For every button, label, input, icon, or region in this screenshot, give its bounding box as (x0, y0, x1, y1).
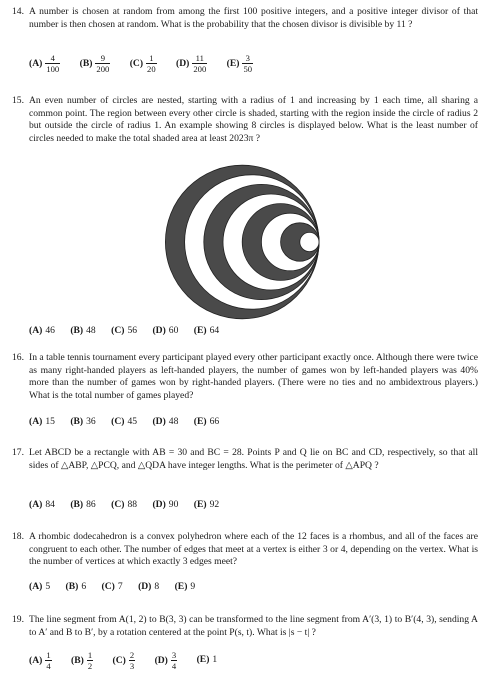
problem-number: 14. (12, 6, 24, 17)
problem-18 (12, 531, 478, 599)
choice-a (29, 581, 50, 594)
choice-label: (E) (193, 325, 207, 336)
answer-choices (29, 650, 234, 671)
numerator: 1 (149, 53, 154, 63)
problem-number: 17. (12, 447, 24, 458)
denominator: 20 (147, 64, 156, 74)
choice-label: (A) (29, 654, 43, 666)
choice-a (29, 325, 55, 338)
choice-label: (A) (29, 581, 43, 592)
choice-c (102, 581, 123, 594)
nested-circles-figure (152, 162, 332, 322)
choice-value: 6 (81, 581, 87, 592)
numerator: 9 (100, 53, 106, 63)
problem-14 (12, 6, 478, 80)
choice-label: (D) (152, 325, 166, 336)
choice-a (29, 499, 55, 512)
choice-label: (C) (111, 499, 125, 510)
problem-number: 16. (12, 352, 24, 363)
choice-label: (E) (226, 57, 240, 69)
answer-choices (29, 499, 232, 512)
choice-label: (B) (70, 499, 84, 510)
choice-c (111, 499, 137, 512)
fraction (87, 650, 93, 671)
choice-b (71, 650, 93, 671)
choice-label: (C) (129, 57, 144, 69)
choice-label: (A) (29, 325, 43, 336)
choice-a (29, 650, 52, 671)
choice-value: 92 (209, 499, 220, 510)
fraction (129, 650, 135, 671)
numerator: 3 (171, 650, 177, 660)
choice-d (152, 325, 178, 338)
choice-b (66, 581, 87, 594)
choice-d (152, 416, 178, 429)
numerator: 1 (87, 650, 93, 660)
problem-16 (12, 352, 478, 432)
choice-d (176, 53, 207, 74)
problem-text: A number is chosen at random from among the first 100 positive integers, and a positive integer divisor of that number is then chosen at random. What is the probability that the chosen divisor is divisible by 11 ? (29, 6, 478, 30)
denominator: 4 (46, 661, 51, 671)
choice-value: 84 (45, 499, 55, 510)
choice-label: (E) (174, 581, 188, 592)
fraction (171, 650, 177, 671)
problem-17 (12, 447, 478, 515)
choice-value: 7 (117, 581, 123, 592)
denominator: 2 (87, 661, 93, 671)
choice-label: (B) (65, 581, 79, 592)
choice-label: (E) (193, 416, 207, 427)
denominator: 3 (129, 661, 135, 671)
choice-label: (C) (111, 325, 125, 336)
choice-e (227, 53, 253, 74)
choice-e (194, 416, 219, 429)
choice-value: 90 (168, 499, 179, 510)
denominator: 200 (193, 64, 207, 74)
denominator: 100 (46, 64, 60, 74)
denominator: 200 (96, 64, 110, 74)
problem-text: An even number of circles are nested, starting with a radius of 1 and increasing by 1 each time, all sharing a common point. The region between every other circle is shaded, starting with the region inside the circle of radius 2 but outside the circle of radius 1. An example showing 8 circles is displayed below. What is the least number of circles needed to make the total shaded area at least 2023π ? (29, 95, 478, 144)
choice-d (155, 650, 178, 671)
choice-label: (E) (196, 654, 210, 666)
choice-value: 48 (168, 416, 179, 427)
choice-label: (C) (101, 581, 115, 592)
choice-e (194, 499, 219, 512)
answer-choices (29, 581, 208, 594)
choice-label: (D) (138, 581, 152, 592)
numerator: 3 (245, 53, 250, 63)
choice-value: 48 (86, 325, 96, 336)
choice-value: 45 (127, 416, 138, 427)
problem-text: Let ABCD be a rectangle with AB = 30 and BC = 28. Points P and Q lie on BC and CD, respectively, so that all sides of △ABP, △PCQ, and △QDA have integer lengths. What is the perimeter of △APQ ? (29, 447, 478, 471)
choice-e (175, 581, 196, 594)
choice-value: 60 (168, 325, 179, 336)
numerator: 4 (50, 53, 55, 63)
choice-label: (B) (71, 654, 84, 666)
fraction (45, 53, 60, 74)
choice-a (29, 416, 55, 429)
choice-value: 64 (209, 325, 220, 336)
choice-c (130, 53, 157, 74)
problem-text: A rhombic dodecahedron is a convex polyhedron where each of the 12 faces is a rhombus, and all of the faces are congruent to each other. The number of edges that meet at a vertex is either 3 or 4, depending on the vertex. What is the number of vertices at which exactly 3 edges meet? (29, 531, 478, 568)
choice-value: 86 (86, 499, 96, 510)
problem-text: The line segment from A(1, 2) to B(3, 3) can be transformed to the line segment from A′(3, 1) to B′(4, 3), sending A to A′ and B to B′, by a rotation centered at the point P(s, t). What is |s − t| ? (29, 614, 478, 638)
choice-label: (D) (176, 57, 190, 69)
choice-c (111, 325, 137, 338)
choice-b (70, 499, 95, 512)
choice-label: (B) (70, 325, 84, 336)
choice-label: (A) (29, 499, 43, 510)
choice-b (80, 53, 111, 74)
choice-value: 36 (86, 416, 96, 427)
choice-value: 9 (190, 581, 196, 592)
choice-label: (C) (111, 416, 125, 427)
problem-number: 15. (12, 95, 24, 106)
choice-c (111, 416, 137, 429)
problem-number: 18. (12, 531, 24, 542)
choice-value: 8 (154, 581, 160, 592)
fraction (146, 53, 157, 74)
answer-choices (29, 53, 270, 74)
answer-choices (29, 416, 232, 429)
numerator: 2 (129, 650, 135, 660)
choice-label: (A) (29, 416, 43, 427)
choice-label: (B) (70, 416, 84, 427)
choice-value: 46 (45, 325, 55, 336)
choice-value: 66 (209, 416, 220, 427)
choice-d (152, 499, 178, 512)
fraction (242, 53, 253, 74)
choice-label: (D) (152, 499, 166, 510)
nested-circles-svg (152, 162, 332, 322)
choice-b (70, 416, 95, 429)
circle-radius-1 (300, 232, 319, 251)
choice-value: 56 (127, 325, 138, 336)
choice-d (138, 581, 159, 594)
choice-value: 1 (212, 654, 218, 666)
problem-text: In a table tennis tournament every participant played every other participant exactly once. Although there were twice as many right-handed players as left-handed players, the number of games won by left-handed players was 40% more than the number of games won by right-handed players. (There were no ties and no ambidextrous players.) What is the total number of games played? (29, 352, 478, 401)
fraction (95, 53, 110, 74)
choice-label: (D) (152, 416, 166, 427)
choice-e (194, 325, 219, 338)
denominator: 50 (243, 64, 253, 74)
numerator: 1 (46, 650, 51, 660)
fraction (192, 53, 207, 74)
choice-b (70, 325, 95, 338)
problem-number: 19. (12, 614, 24, 625)
choice-label: (E) (193, 499, 207, 510)
denominator: 4 (171, 661, 177, 671)
choice-value: 15 (45, 416, 55, 427)
fraction (45, 650, 51, 671)
choice-label: (B) (79, 57, 93, 69)
choice-label: (A) (29, 57, 43, 69)
choice-label: (C) (112, 654, 126, 666)
choice-label: (D) (154, 654, 168, 666)
choice-c (113, 650, 136, 671)
choice-e (197, 654, 218, 667)
choice-a (29, 53, 60, 74)
numerator: 11 (195, 53, 204, 63)
choice-value: 88 (127, 499, 138, 510)
problem-19 (12, 614, 478, 674)
answer-choices (29, 325, 232, 338)
choice-value: 5 (45, 581, 51, 592)
